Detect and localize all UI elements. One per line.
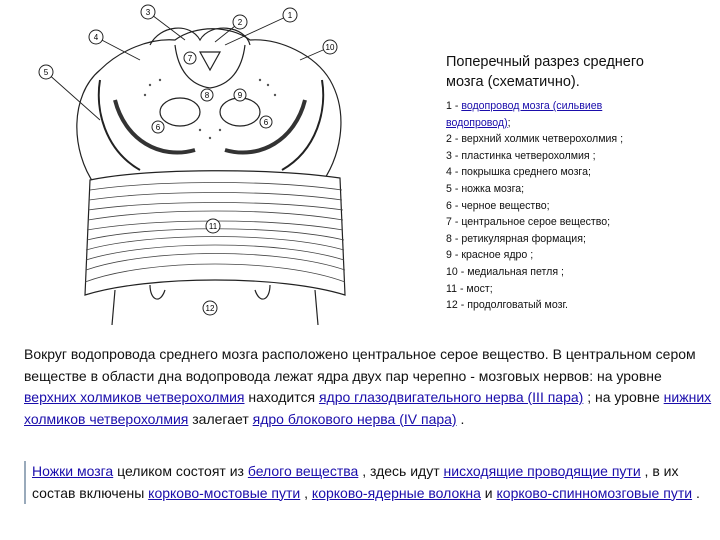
text: , здесь идут [358, 463, 444, 479]
legend-number: 1 - [446, 100, 462, 112]
legend-number: 4 - [446, 166, 462, 179]
legend-item [446, 247, 716, 264]
text: находится [244, 389, 319, 405]
link-cerebral-peduncles[interactable]: Ножки мозга [32, 463, 114, 479]
legend-item [446, 115, 716, 132]
link-superior-colliculi[interactable]: верхних холмиков четверохолмия [24, 389, 245, 405]
legend-item [446, 98, 716, 115]
legend-tail: ; [507, 116, 511, 129]
legend-number: 3 - [446, 149, 462, 162]
label-3 [141, 5, 155, 19]
legend-item [446, 164, 716, 181]
legend-list [446, 98, 716, 314]
label-8 [201, 89, 213, 101]
legend-item [446, 214, 716, 231]
legend-number: 7 - [446, 216, 462, 229]
link-oculomotor-nucleus[interactable]: ядро глазодвигательного нерва (III пара) [318, 389, 584, 405]
legend-link[interactable]: водопровод) [446, 116, 508, 129]
legend-number: 6 - [446, 199, 462, 212]
link-descending-tracts[interactable]: нисходящие проводящие пути [443, 463, 641, 479]
svg-text:1: 1 [287, 11, 293, 20]
paragraph-peduncles [24, 461, 700, 504]
legend-text: красное ядро ; [461, 249, 534, 262]
link-corticospinal[interactable]: корково-спинномозговые пути [496, 484, 693, 501]
label-2 [233, 15, 247, 29]
svg-text:7: 7 [187, 54, 193, 63]
figure-caption [446, 52, 716, 314]
legend-item [446, 148, 716, 165]
link-inferior-colliculi[interactable]: нижних холмиков четверохолмия [24, 389, 712, 427]
svg-text:9: 9 [237, 91, 243, 100]
legend-link[interactable]: водопровод мозга (сильвиев [461, 100, 603, 112]
legend-number: 2 - [446, 133, 462, 146]
caption-title [446, 52, 716, 92]
svg-text:12: 12 [205, 304, 215, 313]
legend-text: пластинка четверохолмия ; [461, 149, 596, 162]
link-corticonuclear[interactable]: корково-ядерные волокна [311, 484, 481, 501]
text: Вокруг водопровода среднего мозга расположено центральное серое вещество. В центральном сером веществе в области дна водопровода лежат ядра двух пар черепно - мозговых нервов: на уровне [24, 346, 696, 384]
label-5 [39, 65, 53, 79]
label-6a [152, 121, 164, 133]
link-white-matter[interactable]: белого вещества [247, 463, 359, 479]
legend-item [446, 181, 716, 198]
svg-text:3: 3 [145, 8, 151, 17]
svg-text:8: 8 [204, 91, 210, 100]
svg-text:6: 6 [263, 118, 269, 127]
label-7 [184, 52, 196, 64]
legend-number: 11 - [446, 282, 467, 295]
text: залегает [188, 410, 253, 427]
legend-item [446, 281, 716, 298]
label-1 [283, 8, 297, 22]
midbrain-section-diagram [0, 0, 440, 330]
legend-text: ножка мозга; [461, 182, 525, 195]
svg-text:4: 4 [93, 33, 99, 42]
svg-text:10: 10 [325, 43, 335, 52]
text: целиком состоят из [113, 463, 248, 479]
legend-item [446, 297, 716, 314]
svg-text:5: 5 [43, 68, 49, 77]
legend-text: медиальная петля ; [467, 265, 564, 278]
legend-item [446, 131, 716, 148]
label-11 [206, 219, 220, 233]
label-12 [203, 301, 217, 315]
paragraph-central-grey [24, 344, 714, 430]
svg-text:11: 11 [208, 222, 218, 231]
legend-number: 8 - [446, 232, 462, 245]
legend-item [446, 264, 716, 281]
label-4 [89, 30, 103, 44]
legend-text: мост; [466, 282, 493, 295]
svg-text:6: 6 [155, 123, 161, 132]
text: , в их состав включены [32, 463, 679, 501]
text: , [300, 484, 312, 501]
text: . [456, 410, 465, 427]
label-10 [323, 40, 337, 54]
legend-text: черное вещество; [461, 199, 550, 212]
legend-text: покрышка среднего мозга; [461, 166, 591, 179]
text: и [480, 484, 497, 501]
link-trochlear-nucleus[interactable]: ядро блокового нерва (IV пара) [252, 410, 457, 427]
legend-text: верхний холмик четверохолмия ; [461, 133, 624, 146]
label-9 [234, 89, 246, 101]
legend-number: 5 - [446, 182, 462, 195]
legend-text: ретикулярная формация; [461, 232, 586, 245]
svg-text:2: 2 [237, 18, 243, 27]
legend-item [446, 231, 716, 248]
text: ; на уровне [583, 389, 664, 405]
legend-text: центральное серое вещество; [461, 216, 611, 229]
label-6b [260, 116, 272, 128]
legend-item [446, 198, 716, 215]
link-corticopontine[interactable]: корково-мостовые пути [148, 484, 301, 501]
legend-number: 10 - [446, 265, 468, 278]
text: . [692, 484, 700, 501]
caption-title-line1: Поперечный разрез среднего [446, 54, 644, 70]
legend-text: продолговатый мозг. [467, 299, 568, 312]
legend-number: 9 - [446, 249, 462, 262]
legend-number: 12 - [446, 299, 468, 312]
caption-title-line2: мозга (схематично). [446, 74, 580, 90]
